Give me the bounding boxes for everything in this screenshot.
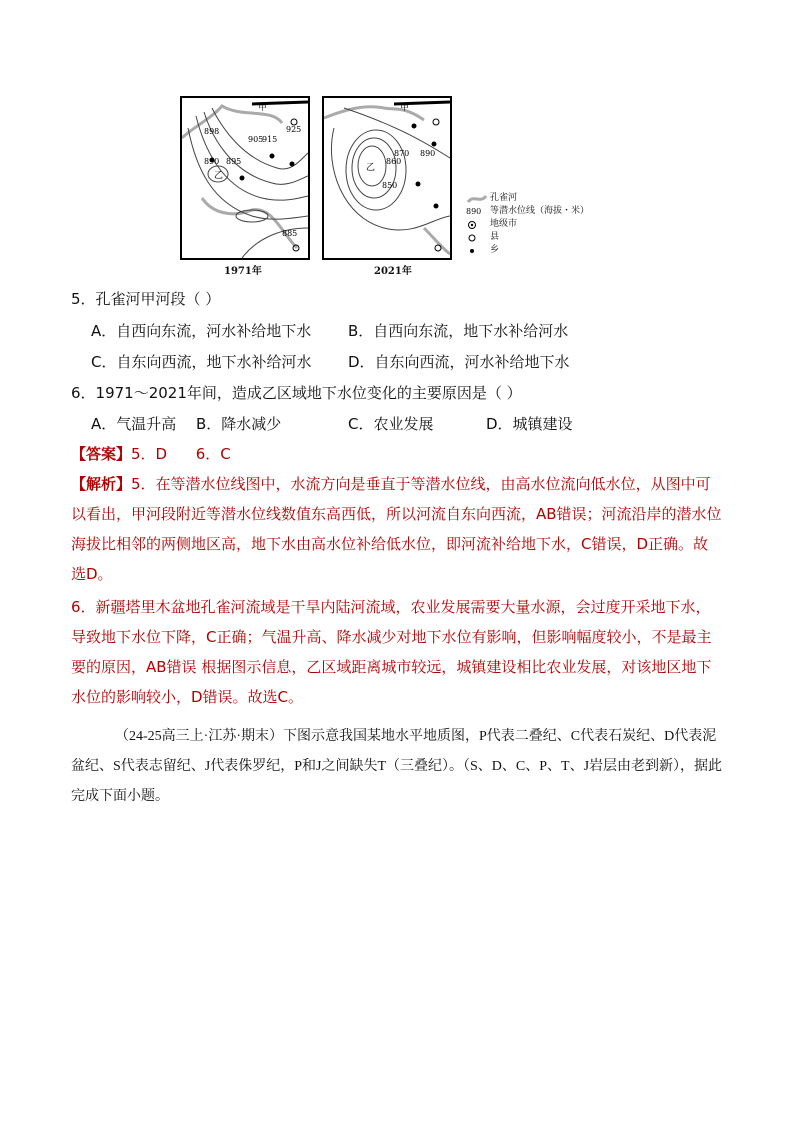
- question-5-stem: 5．孔雀河甲河段（ ）: [71, 290, 221, 308]
- legend-isoline-value: 890: [466, 207, 482, 216]
- isoline-label: 885: [282, 229, 298, 238]
- question-6-option-c: C．农业发展: [348, 415, 434, 433]
- isoline-label: 870: [394, 149, 410, 158]
- township-dot: [240, 176, 245, 181]
- question-6-option-b: B．降水减少: [196, 415, 282, 433]
- legend-label: 乡: [490, 245, 500, 255]
- township-icon: [466, 244, 490, 257]
- prefecture-city-icon: [466, 218, 490, 231]
- kongque-river-lower: [202, 198, 297, 248]
- map-1971-drawing: [182, 98, 308, 258]
- isoline-label: 895: [226, 157, 242, 166]
- isoline-label: 898: [204, 127, 220, 136]
- analysis-tag: 【解析】: [71, 475, 132, 493]
- legend-item-county: [466, 231, 589, 244]
- legend-item-city: [466, 218, 589, 231]
- isoline-icon: [466, 205, 490, 218]
- legend-item-township: [466, 244, 589, 257]
- isoline-label: 890: [420, 149, 436, 158]
- isoline-label: 860: [386, 157, 402, 166]
- legend-item-river: [466, 192, 589, 205]
- analysis-paragraph-5: [71, 469, 723, 589]
- analysis-text-5: 5．在等潜水位线图中，水流方向是垂直于等潜水位线，由高水位流向低水位，从图中可以看出，甲河段附近等潜水位线数值东高西低，所以河流自东向西流，AB错误；河流沿岸的潜水位海拔比相邻的两侧地区高，地下水由高水位补给低水位，即河流补给地下水，C错误，D正确。故选D。: [71, 475, 722, 583]
- map-label-jia: 甲: [258, 103, 268, 113]
- map-year-label-1971: 1971年: [224, 266, 262, 277]
- question-5-option-d: D．自东向西流，河水补给地下水: [348, 353, 570, 371]
- answer-tag: 【答案】: [71, 445, 132, 463]
- legend-label: 地级市: [490, 219, 518, 229]
- county-icon: [466, 231, 490, 244]
- isoline-label: 890: [204, 157, 220, 166]
- legend-item-isoline: [466, 205, 589, 218]
- question-6-option-a: A．气温升高: [91, 415, 177, 433]
- isoline-label: 915: [262, 135, 278, 144]
- question-5-option-b: B．自西向东流，地下水补给河水: [348, 322, 569, 340]
- township-dot: [434, 204, 439, 209]
- isoline-label: 905: [248, 135, 264, 144]
- map-2021: [322, 96, 452, 260]
- township-dot: [416, 182, 421, 187]
- township-dot: [432, 142, 437, 147]
- answer-line: [71, 443, 231, 464]
- prefecture-city-symbol: [433, 119, 439, 125]
- isoline-885: [242, 228, 308, 258]
- groundwater-map-figure: [180, 96, 620, 276]
- township-dot: [290, 162, 295, 167]
- legend-label: 县: [490, 232, 500, 242]
- map-label-yi: 乙: [366, 163, 376, 173]
- question-6-stem: 6．1971～2021年间，造成乙区域地下水位变化的主要原因是（ ）: [71, 384, 522, 402]
- legend-label: 孔雀河: [490, 193, 518, 203]
- map-1971: [180, 96, 310, 260]
- map-label-yi: 乙: [214, 171, 224, 181]
- county-symbol: [435, 245, 441, 251]
- next-question-intro: （24-25高三上·江苏·期末）下图示意我国某地水平地质图，P代表二叠纪、C代表石炭纪、D代表泥盆纪、S代表志留纪、J代表侏罗纪，P和J之间缺失T（三叠纪）。（S、D、C、P、T、J岩层由老到新），据此完成下面小题。: [71, 729, 723, 804]
- question-5-option-c: C．自东向西流，地下水补给河水: [91, 353, 312, 371]
- kongque-river-lower: [424, 228, 450, 254]
- map-2021-drawing: [324, 98, 450, 258]
- question-5-option-a: A．自西向东流，河水补给地下水: [91, 322, 312, 340]
- question-6-option-d: D．城镇建设: [486, 415, 573, 433]
- isoline-label: 925: [286, 125, 302, 134]
- answer-text: 5．D 6．C: [131, 445, 231, 463]
- legend-label: 等潜水位线（海拔・米）: [490, 206, 590, 216]
- river-icon: [466, 192, 490, 205]
- map-year-label-2021: 2021年: [374, 266, 412, 277]
- township-dot: [412, 124, 417, 129]
- map-legend: [466, 192, 589, 257]
- township-dot: [270, 154, 275, 159]
- analysis-paragraph-6: 6．新疆塔里木盆地孔雀河流域是干旱内陆河流域，农业发展需要大量水源，会过度开采地下水，导致地下水位下降，C正确；气温升高、降水减少对地下水位有影响，但影响幅度较小，不是最主要的原因，AB错误 根据图示信息，乙区域距离城市较远，城镇建设相比农业发展，对该地区地下水位的影响较小，D错误。故选C。: [71, 598, 712, 706]
- map-label-jia: 甲: [400, 103, 410, 113]
- isoline-label: 850: [382, 181, 398, 190]
